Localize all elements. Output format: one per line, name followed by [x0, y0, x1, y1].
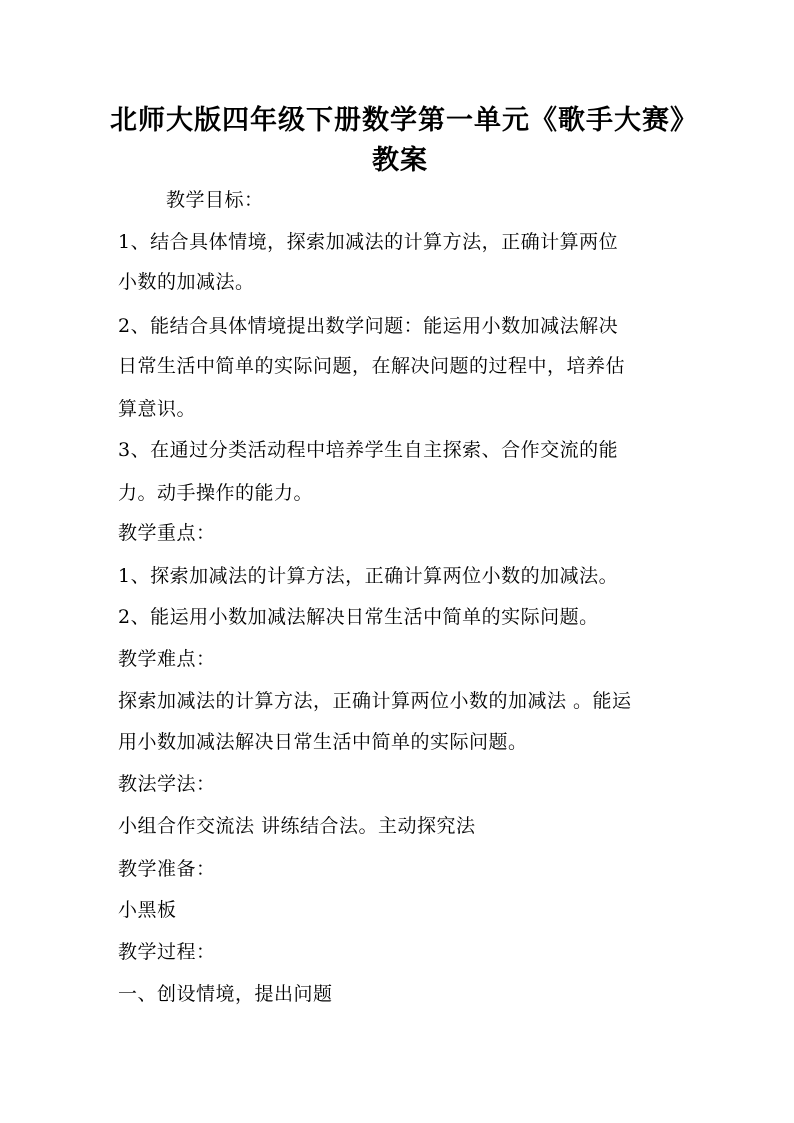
section-heading-key-points: 教学重点： — [118, 522, 216, 544]
document-title-line-2: 教案 — [372, 145, 428, 176]
objective-1-line-1: 1、结合具体情境，探索加减法的计算方法，正确计算两位 — [118, 231, 619, 253]
process-step-1: 一、创设情境，提出问题 — [118, 983, 333, 1005]
document-title-line-1: 北师大版四年级下册数学第一单元《歌手大赛》 — [110, 105, 698, 136]
section-heading-objectives: 教学目标： — [166, 189, 264, 211]
difficulty-line-1: 探索加减法的计算方法，正确计算两位小数的加减法 。能运 — [118, 690, 632, 712]
objective-2-line-3: 算意识。 — [118, 398, 197, 420]
objective-2-line-2: 日常生活中简单的实际问题，在解决问题的过程中，培养估 — [118, 355, 626, 377]
section-heading-methods: 教法学法： — [118, 773, 216, 795]
section-heading-difficulties: 教学难点： — [118, 648, 216, 670]
key-point-2: 2、能运用小数加减法解决日常生活中简单的实际问题。 — [118, 606, 599, 628]
preparation-text: 小黑板 — [118, 899, 177, 921]
section-heading-process: 教学过程： — [118, 941, 216, 963]
methods-text: 小组合作交流法 讲练结合法。主动探究法 — [118, 815, 476, 837]
section-heading-preparation: 教学准备： — [118, 858, 216, 880]
difficulty-line-2: 用小数加减法解决日常生活中简单的实际问题。 — [118, 731, 528, 753]
objective-2-line-1: 2、能结合具体情境提出数学问题：能运用小数加减法解决 — [118, 315, 619, 337]
objective-3-line-2: 力。动手操作的能力。 — [118, 482, 314, 504]
key-point-1: 1、探索加减法的计算方法，正确计算两位小数的加减法。 — [118, 565, 619, 587]
objective-3-line-1: 3、在通过分类活动程中培养学生自主探索、合作交流的能 — [118, 439, 619, 461]
objective-1-line-2: 小数的加减法。 — [118, 271, 255, 293]
